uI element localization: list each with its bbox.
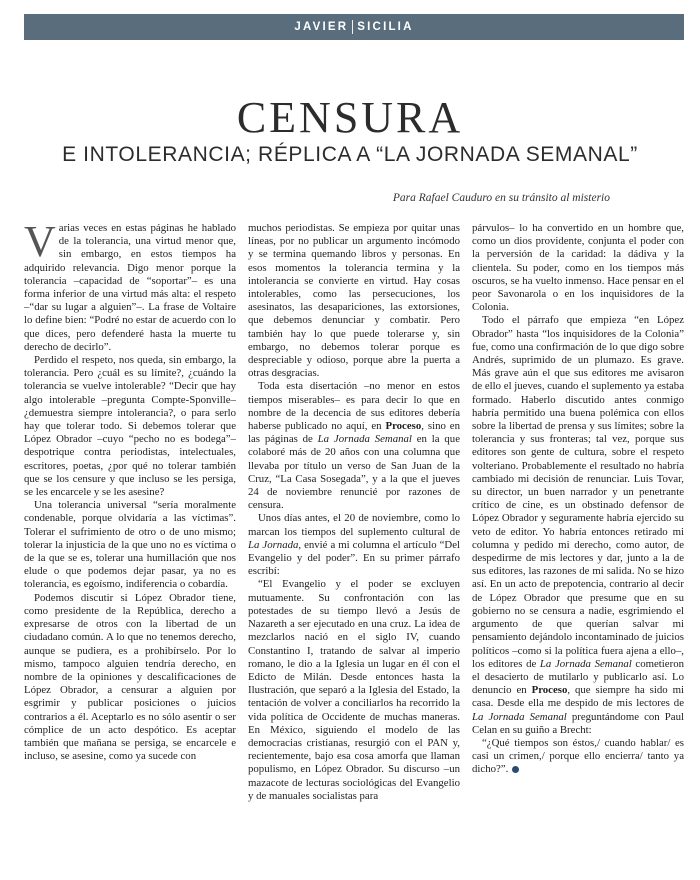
paragraph: Varias veces en estas páginas he hablado de la tolerancia, una virtud menor que, sin embargo, en estos tiempos ha adquirido relevancia. Digo menor porque la tolerancia –capacidad de “soportar”– es una forma inferior de una virtud más alta: el respeto –“dar su lugar a alguien”–. La frase de Voltaire lo define bien: “Podré no estar de acuerdo con lo que dices, pero defenderé hasta la muerte tu derecho de decirlo”. <box>24 222 236 353</box>
drop-cap: V <box>24 222 56 266</box>
paragraph: Unos días antes, el 20 de noviembre, como lo marcan los tiempos del suplemento cultural de La Jornada, envié a mi columna el artículo “Del Evangelio y del poder”. En su primer párrafo escribí: <box>248 512 460 578</box>
paragraph: muchos periodistas. Se empieza por quitar unas líneas, por no publicar un argumento incómodo y se termina quemando libros y personas. En esos momentos la tolerancia termina y la intolerancia se convierte en virtud. Hay cosas intolerables, como las persecuciones, los asesinatos, las desapariciones, las extorsiones, que debemos denunciar y combatir. Pero también hay lo que puede tolerarse y, sin embargo, no debemos tolerar porque es despreciable y odioso, porque abre la puerta a otras desgracias. <box>248 222 460 380</box>
paragraph: párvulos– lo ha convertido en un hombre que, como un dios providente, conjunta el poder con la perversión de la caridad: la dádiva y la clientela. Su poder, como en los tiempos más oscuros, se ha vuelto inmenso. Hace pensar en el peor Savonarola o en los inquisidores de la Colonia. <box>472 222 684 314</box>
column-1 <box>24 222 236 874</box>
article-subtitle: E INTOLERANCIA; RÉPLICA A “LA JORNADA SEMANAL” <box>62 143 638 166</box>
proceso-name: Proceso <box>385 420 422 433</box>
paragraph: Toda esta disertación –no menor en estos tiempos miserables– es para decir lo que en nombre de la decencia de sus editores debería haberse publicado no aquí, en Proceso, sino en las páginas de La Jornada Semanal en la que colaboré más de 20 años con una columna que llevaba por título un verso de San Juan de la Cruz, “La Casa Sosegada”, y a la que el jueves 24 de noviembre renuncié por razones de censura. <box>248 380 460 512</box>
end-of-article-icon <box>512 766 519 773</box>
publication-name: La Jornada Semanal <box>317 433 412 446</box>
column-2 <box>248 222 460 874</box>
publication-name: La Jornada <box>248 538 299 551</box>
paragraph: Todo el párrafo que empieza “en López Obrador” hasta “los inquisidores de la Colonia” fue, como una confirmación de lo que digo sobre Andrés, suprimido de un plumazo. Es grave. Más grave aún el que sus editores me avisaron de ello el jueves, cuando el suplemento ya estaba formado. Haberlo discutido antes conmigo habría permitido una buena polémica con ellos sobre la libertad de prensa y sus límites; sobre la tolerancia y sus fronteras; tal vez, porque sus editores son gente de cultura, sobre el respeto volteriano. Probablemente el resultado no habría cambiado mi decisión de renunciar. Luis Tovar, su director, un buen narrador y un penetrante crítico de cine, es un obstinado defensor de López Obrador y seguramente habría ejercido su veto de editor. Yo habría entonces retirado mi columna y pedido mi derecho, como autor, de despedirme de mis lectores y dar, junto a la de sus editores, las razones de mi salida. No se hizo así. En un acto de prepotencia, contrario al decir de López Obrador que presume que en su gobierno no se censura a nadie, esgrimiendo el argumento de que querían salvar mi pensamiento dejándolo incontaminado de juicios políticos –como si la política fuera ajena a ello–, los editores de La Jornada Semanal cometieron el desacierto de mutilarlo y publicarlo así. Lo denuncio en Proceso, que siempre ha sido mi casa. Desde ella me despido de mis lectores de La Jornada Semanal preguntándome con Paul Celan en su guiño a Brecht: <box>472 314 684 736</box>
publication-name: La Jornada Semanal <box>472 710 567 723</box>
banner-separator <box>352 20 353 34</box>
publication-name: La Jornada Semanal <box>539 657 632 670</box>
paragraph: Perdido el respeto, nos queda, sin embargo, la tolerancia. Pero ¿cuál es su límite?, ¿cuándo la tolerancia se vuelve intolerable? “Decir que hay algo intolerable –pregunta Compte-Sponville– ¿demuestra siempre intolerancia?, o para serlo hay que tolerar todo. Si debemos tolerar que López Obrador –cuyo “pecho no es bodega”– despotrique contra periodistas, intelectuales, escritores, poetas, ¿por qué no tolerar también que se los censure y que incluso se les persiga, se les encarcele y se les asesine? <box>24 354 236 499</box>
proceso-name: Proceso <box>531 684 568 697</box>
author-last-name: SICILIA <box>357 21 414 33</box>
article-body <box>24 222 684 874</box>
paragraph: Podemos discutir si López Obrador tiene, como presidente de la República, derecho a expresarse de otros con la libertad de un ciudadano común. A lo que no tenemos derecho, aunque se pudiera, es a prohibírselo. Por lo mismo, tampoco alguien tendría derecho, en nombre de la opiniones y descalificaciones de López Obrador, a censurar a alguien por esgrimir y publicar posiciones o juicios contrarios a él. Aceptarlo es no sólo asentir o ser cómplice de un acto despótico. Es aceptar también que mañana se persiga, se encarcele e incluso, se asesine, como ya sucede con <box>24 591 236 763</box>
quoted-paragraph: “El Evangelio y el poder se excluyen mutuamente. Su confrontación con las potestades de su tiempo llevó a Jesús de Nazareth a ser ejecutado en una cruz. La idea de mezclarlos nació en el siglo IV, cuando Constantino I, tratando de salvar al imperio romano, le dio a la Iglesia un lugar en él con el Edicto de Milán. Desde entonces hasta la Ilustración, que separó a la Iglesia del Estado, la tentación de volver a conciliarlos ha recorrido la vida política de Occidente de muchas maneras. En México, siguiendo el modelo de las democracias cristianas, resurgió con el PAN y, recientemente, bajo esa cosa amorfa que llaman populismo, en López Obrador. Su discurso –un mazacote de lecturas sociológicas del Evangelio y de manuales socialistas para <box>248 578 460 802</box>
author-first-name: JAVIER <box>294 21 349 33</box>
column-3 <box>472 222 684 874</box>
article-dedication: Para Rafael Cauduro en su tránsito al misterio <box>392 192 610 204</box>
poem-quote: “¿Qué tiempos son éstos,/ cuando hablar/ es casi un crimen,/ porque ello encierra/ tanto ya dicho?”. <box>472 736 684 776</box>
author-banner <box>24 14 684 40</box>
paragraph: Una tolerancia universal “sería moralmente condenable, porque olvidaría a las víctimas”. Tolerar el sufrimiento de otro o de uno mismo; tolerar la injusticia de la que uno no es víctima o de la que se es, tolerar una humillación que nos elude o que podemos dejar pasar, ya no es tolerancia, es egoísmo, indiferencia o cobardía. <box>24 499 236 591</box>
article-title: CENSURA <box>236 93 464 142</box>
